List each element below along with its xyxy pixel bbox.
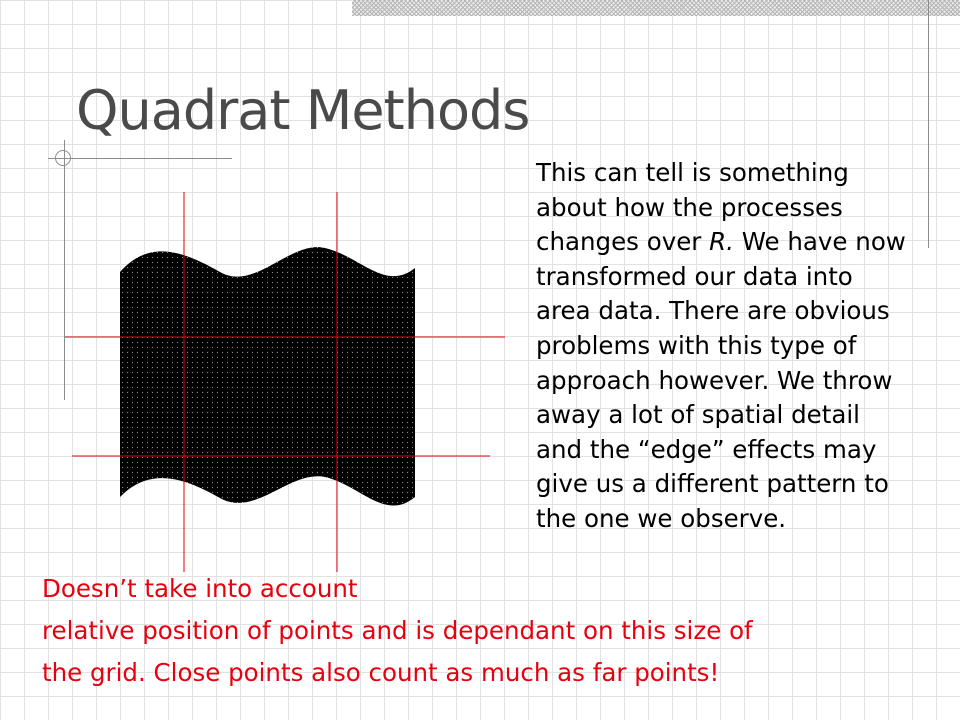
- body-text-part-1: This can tell is something about how the processes changes over: [536, 158, 849, 257]
- slide-title: Quadrat Methods: [76, 79, 530, 142]
- note-line-3: the grid. Close points also count as much as far points!: [42, 658, 720, 687]
- body-paragraph: [536, 156, 908, 537]
- body-text-part-2: We have now transformed our data into area data. There are obvious problems with this type of approach however. We throw away a lot of spatial detail and the “edge” effects may give us a different pattern to the one we observe.: [536, 227, 906, 533]
- body-text-italic-r: R.: [709, 227, 734, 257]
- study-region-shape: [120, 247, 415, 505]
- note-line-2: relative position of points and is dependant on this size of: [42, 616, 753, 645]
- note-line-1: Doesn’t take into account: [42, 574, 358, 603]
